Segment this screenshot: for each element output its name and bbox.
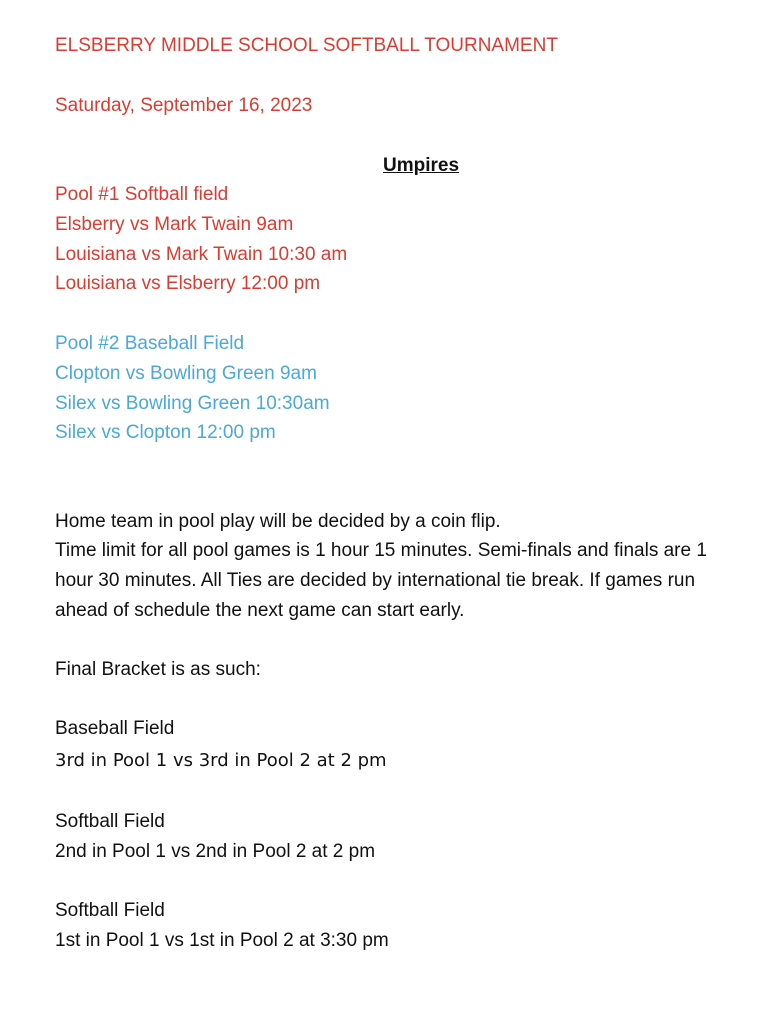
pool2-game-2: Silex vs Bowling Green 10:30am xyxy=(55,393,330,414)
bracket-matchup-1: 3rd in Pool 1 vs 3rd in Pool 2 at 2 pm xyxy=(55,750,387,771)
pool1-game-2: Louisiana vs Mark Twain 10:30 am xyxy=(55,244,348,265)
coin-flip-rule: Home team in pool play will be decided by a coin flip. xyxy=(55,511,501,532)
pool2-game-3: Silex vs Clopton 12:00 pm xyxy=(55,422,276,443)
pool1-game-3: Louisiana vs Elsberry 12:00 pm xyxy=(55,273,321,294)
bracket-field-2: Softball Field xyxy=(55,811,165,832)
pool2-game-1: Clopton vs Bowling Green 9am xyxy=(55,363,317,384)
tournament-date: Saturday, September 16, 2023 xyxy=(55,95,313,116)
pool1-title: Pool #1 Softball field xyxy=(55,184,229,205)
time-limit-rule: Time limit for all pool games is 1 hour 15 minutes. Semi-finals and finals are 1 hour 30 minutes. All Ties are decided by international tie break. If games run ahead of schedule the next game can start early. xyxy=(55,540,707,621)
tournament-title: ELSBERRY MIDDLE SCHOOL SOFTBALL TOURNAMENT xyxy=(55,35,558,56)
bracket-matchup-2: 2nd in Pool 1 vs 2nd in Pool 2 at 2 pm xyxy=(55,841,376,862)
bracket-field-1: Baseball Field xyxy=(55,718,175,739)
bracket-field-3: Softball Field xyxy=(55,900,165,921)
pool1-game-1: Elsberry vs Mark Twain 9am xyxy=(55,214,294,235)
umpires-heading: Umpires xyxy=(383,155,460,176)
pool2-title: Pool #2 Baseball Field xyxy=(55,333,245,354)
bracket-intro: Final Bracket is as such: xyxy=(55,659,261,680)
bracket-matchup-3: 1st in Pool 1 vs 1st in Pool 2 at 3:30 pm xyxy=(55,930,389,951)
